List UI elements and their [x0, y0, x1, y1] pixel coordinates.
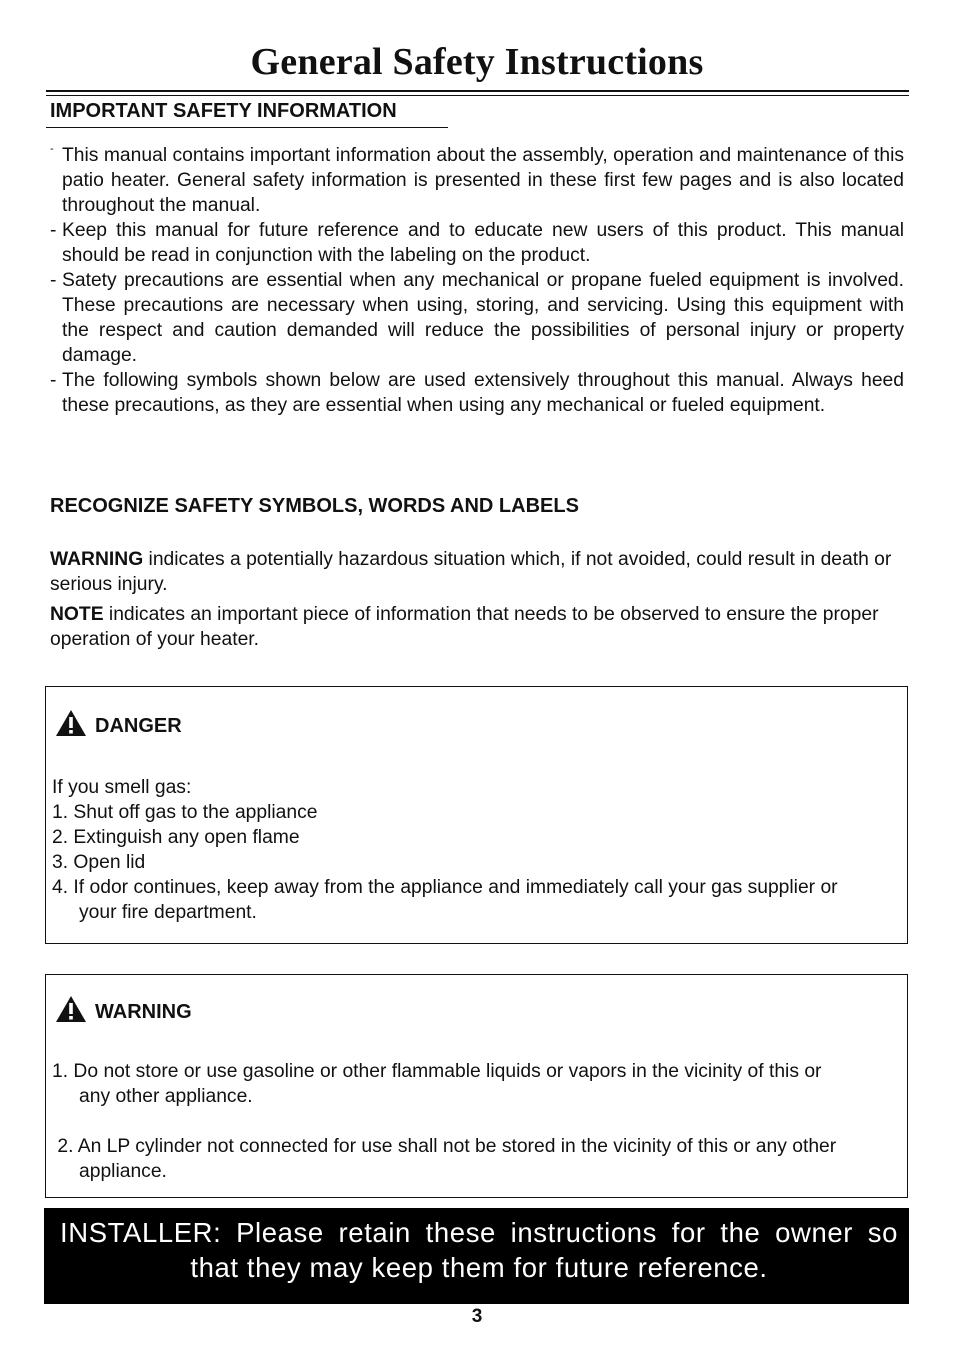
list-item: - Satety precautions are essential when any mechanical or propane fueled equipment is involved. These precautions are necessary when using, storing, and servicing. Using this equipment with the respect and caution demanded will reduce the possibilities of personal injury or property damage. — [50, 270, 904, 366]
page-number: 3 — [471, 1306, 483, 1327]
list-item: 2. Extinguish any open flame — [52, 827, 300, 848]
list-item: 1. Do not store or use gasoline or other flammable liquids or vapors in the vicinity of this or — [52, 1061, 822, 1082]
warning-box — [45, 974, 908, 1198]
list-item-continuation: any other appliance. — [79, 1086, 253, 1107]
list-item: 4. If odor continues, keep away from the appliance and immediately call your gas supplier or — [52, 877, 838, 898]
section-heading-important: IMPORTANT SAFETY INFORMATION — [50, 100, 397, 122]
section-heading-underline — [46, 127, 448, 128]
section-heading-recognize: RECOGNIZE SAFETY SYMBOLS, WORDS AND LABELS — [50, 495, 579, 517]
list-item: 2. An LP cylinder not connected for use shall not be stored in the vicinity of this or any other — [52, 1136, 837, 1157]
danger-body — [52, 775, 904, 925]
warning-body — [52, 1059, 904, 1184]
title-rule — [46, 90, 909, 92]
title-rule-thin — [46, 95, 909, 96]
list-item: - This manual contains important information about the assembly, operation and maintenance of this patio heater. General safety information is presented in these first few pages and is also located throughout the manual. — [50, 143, 904, 216]
list-item: 1. Shut off gas to the appliance — [52, 802, 318, 823]
danger-box — [45, 686, 908, 944]
list-item: - The following symbols shown below are used extensively throughout this manual. Always heed these precautions, as they are essential when using any mechanical or fueled equipment. — [50, 370, 904, 416]
danger-intro: If you smell gas: — [52, 777, 192, 798]
warning-definition: WARNING indicates a potentially hazardous situation which, if not avoided, could result in death or serious injury. — [50, 549, 892, 595]
installer-banner — [44, 1208, 909, 1304]
warning-triangle-icon — [55, 709, 95, 743]
note-term: NOTE — [50, 604, 104, 625]
warning-header — [55, 995, 192, 1029]
danger-header — [55, 709, 182, 743]
warning-triangle-icon — [55, 995, 95, 1029]
list-item: 3. Open lid — [52, 852, 146, 873]
list-item-continuation: appliance. — [79, 1161, 167, 1182]
list-item-continuation: your fire department. — [79, 902, 257, 923]
page-title: General Safety Instructions — [250, 41, 704, 83]
danger-label: DANGER — [95, 714, 182, 737]
important-bullet-list — [50, 143, 904, 418]
installer-banner-text: INSTALLER: Please retain these instructions for the owner so that they may keep them for future reference. — [60, 1217, 898, 1283]
warning-label: WARNING — [95, 1000, 192, 1023]
warning-term: WARNING — [50, 549, 144, 570]
note-definition: NOTE indicates an important piece of information that needs to be observed to ensure the proper operation of your heater. — [50, 604, 879, 650]
list-item: - Keep this manual for future reference and to educate new users of this product. This manual should be read in conjunction with the labeling on the product. — [50, 220, 904, 266]
